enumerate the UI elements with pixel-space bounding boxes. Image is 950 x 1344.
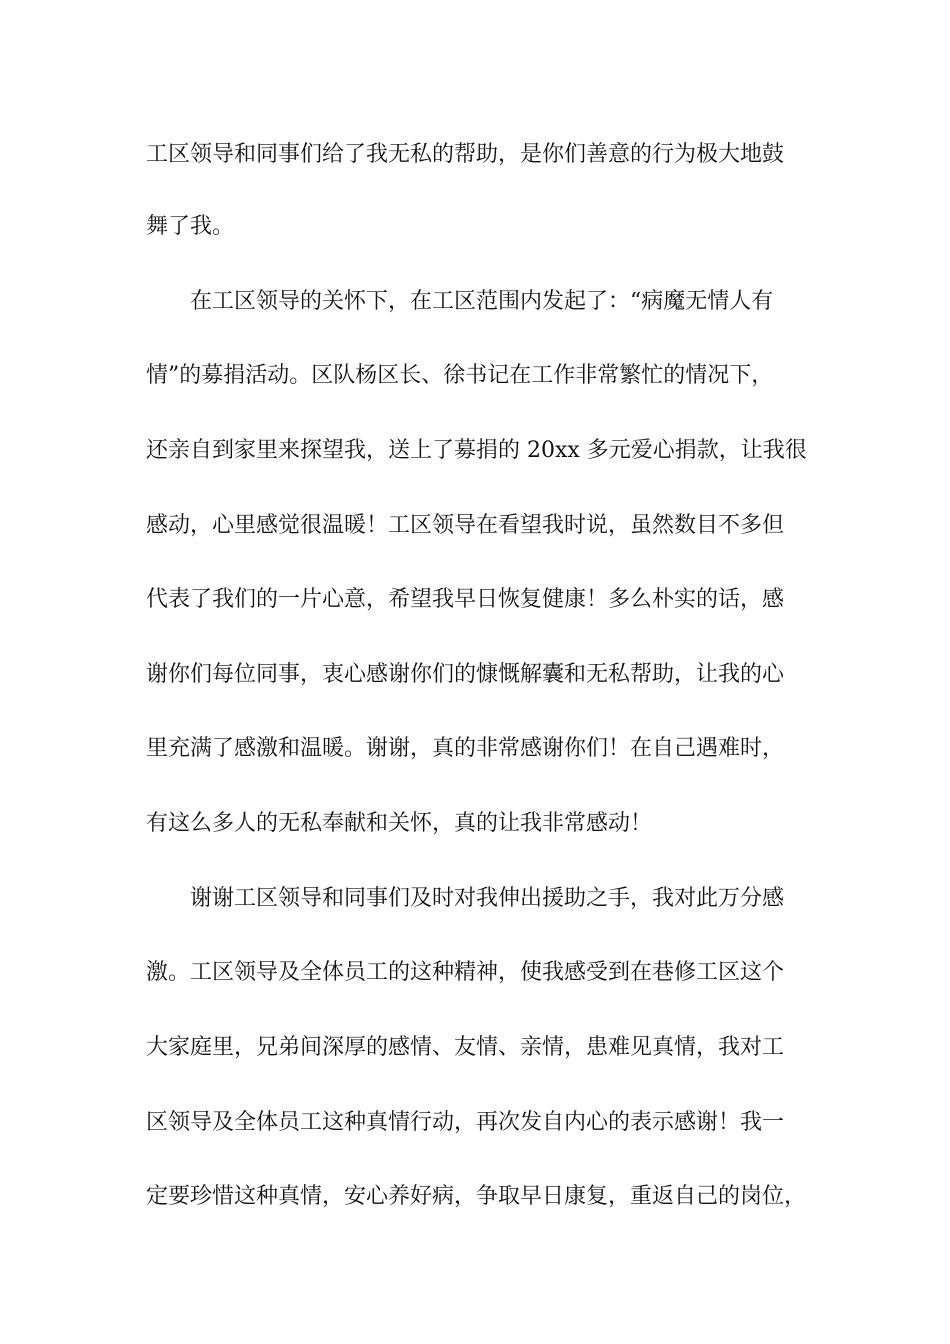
paragraph-first-line: 谢谢工区领导和同事们及时对我伸出援助之手，我对此万分感 xyxy=(190,886,785,911)
text-line: 感动，心里感觉很温暖！工区领导在看望我时说，虽然数目不多但 xyxy=(146,513,785,538)
text-line: 区领导及全体员工这种真情行动，再次发自内心的表示感谢！我一 xyxy=(146,1110,785,1135)
text-line: 谢你们每位同事，衷心感谢你们的慷慨解囊和无私帮助，让我的心 xyxy=(146,662,785,687)
text-line: 里充满了感激和温暖。谢谢，真的非常感谢你们！在自己遇难时， xyxy=(146,736,785,761)
text-line: 有这么多人的无私奉献和关怀，真的让我非常感动！ xyxy=(146,811,653,836)
text-line: 舞了我。 xyxy=(146,214,235,239)
text-line: 激。工区领导及全体员工的这种精神，使我感受到在巷修工区这个 xyxy=(146,960,785,985)
text-line: 定要珍惜这种真情，安心养好病，争取早日康复，重返自己的岗位， xyxy=(146,1184,807,1209)
text-line: 大家庭里，兄弟间深厚的感情、友情、亲情，患难见真情，我对工 xyxy=(146,1035,785,1060)
text-line: 还亲自到家里来探望我，送上了募捐的 20xx 多元爱心捐款，让我很 xyxy=(146,438,807,463)
text-line: 代表了我们的一片心意，希望我早日恢复健康！多么朴实的话，感 xyxy=(146,587,785,612)
text-line: 情”的募捐活动。区队杨区长、徐书记在工作非常繁忙的情况下， xyxy=(146,363,774,388)
paragraph-first-line: 在工区领导的关怀下，在工区范围内发起了：“病魔无情人有 xyxy=(190,289,774,314)
text-line: 工区领导和同事们给了我无私的帮助，是你们善意的行为极大地鼓 xyxy=(146,142,785,167)
